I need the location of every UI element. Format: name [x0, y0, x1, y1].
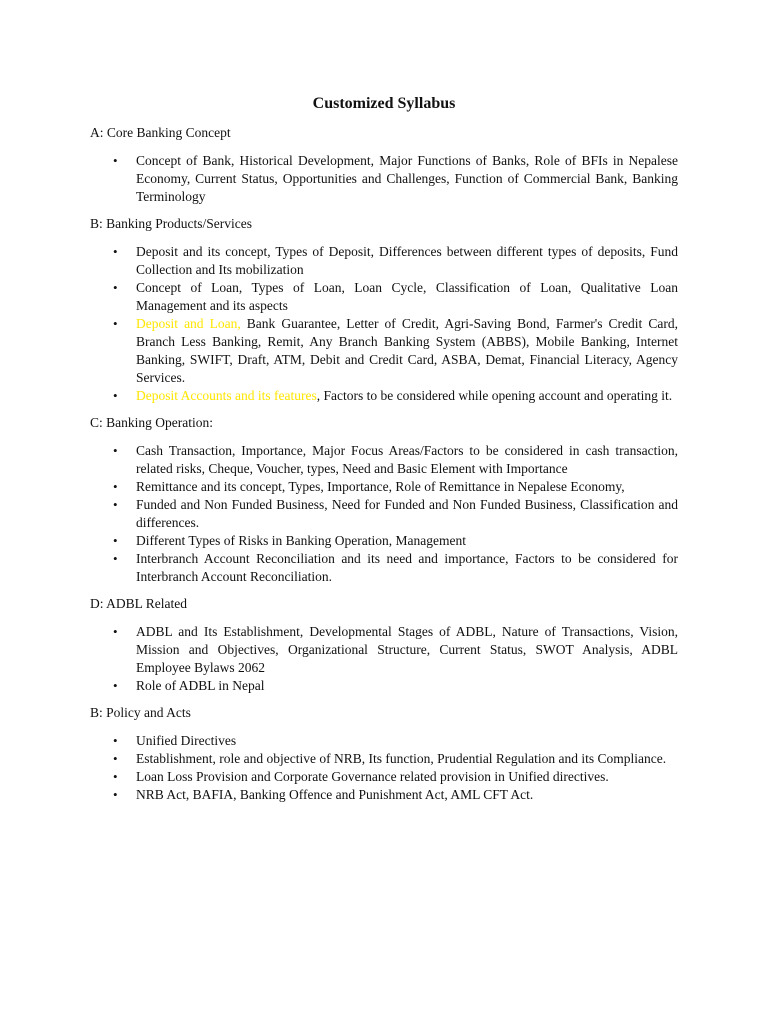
- list-item: [113, 315, 678, 387]
- bullet-icon: •: [113, 479, 118, 494]
- list-item-text: Loan Loss Provision and Corporate Governance related provision in Unified directives.: [136, 769, 609, 784]
- section-heading: B: Policy and Acts: [90, 705, 191, 720]
- list-item: [113, 623, 678, 677]
- bullet-icon: •: [113, 533, 118, 548]
- bullet-icon: •: [113, 769, 118, 784]
- bullet-icon: •: [113, 244, 118, 259]
- section-core-banking-concept: [90, 124, 678, 206]
- bullet-icon: •: [113, 787, 118, 802]
- bullet-icon: •: [113, 678, 118, 693]
- list-item: [113, 532, 678, 550]
- bullet-list: [90, 442, 678, 586]
- list-item-text: Concept of Bank, Historical Development, Major Functions of Banks, Role of BFIs in Nepalese Economy, Current Status, Opportunities and Challenges, Function of Commercial Bank, Banking Terminology: [136, 153, 678, 204]
- list-item: [113, 750, 678, 768]
- bullet-icon: •: [113, 551, 118, 566]
- list-item-text: Bank Guarantee, Letter of Credit, Agri-Saving Bond, Farmer's Credit Card, Branch Less Banking, Remit, Any Branch Banking System (ABBS), Mobile Banking, Internet Banking, SWIFT, Draft, ATM, Debit and Credit Card, ASBA, Demat, Financial Literacy, Agency Services.: [136, 316, 678, 385]
- list-item: [113, 677, 678, 695]
- section-heading: C: Banking Operation:: [90, 415, 213, 430]
- list-item-text: ADBL and Its Establishment, Developmental Stages of ADBL, Nature of Transactions, Vision, Mission and Objectives, Organizational Structure, Current Status, SWOT Analysis, ADBL Employee Bylaws 2062: [136, 624, 678, 675]
- list-item: [113, 387, 678, 405]
- list-item: [113, 279, 678, 315]
- bullet-list: [90, 623, 678, 695]
- bullet-icon: •: [113, 153, 118, 168]
- bullet-list: [90, 152, 678, 206]
- list-item: [113, 786, 678, 804]
- list-item-text: Interbranch Account Reconciliation and its need and importance, Factors to be considered for Interbranch Account Reconciliation.: [136, 551, 678, 584]
- list-item-text: Different Types of Risks in Banking Operation, Management: [136, 533, 466, 548]
- document-body: [90, 124, 678, 813]
- list-item-text: Role of ADBL in Nepal: [136, 678, 265, 693]
- document-title: Customized Syllabus: [312, 95, 456, 112]
- section-heading: D: ADBL Related: [90, 596, 187, 611]
- bullet-icon: •: [113, 388, 118, 403]
- bullet-icon: •: [113, 497, 118, 512]
- list-item: [113, 152, 678, 206]
- list-item-text: Concept of Loan, Types of Loan, Loan Cycle, Classification of Loan, Qualitative Loan Management and its aspects: [136, 280, 678, 313]
- list-item: [113, 442, 678, 478]
- list-item-text: NRB Act, BAFIA, Banking Offence and Punishment Act, AML CFT Act.: [136, 787, 534, 802]
- bullet-icon: •: [113, 624, 118, 639]
- bullet-icon: •: [113, 443, 118, 458]
- section-banking-products-services: [90, 215, 678, 405]
- list-item: [113, 496, 678, 532]
- bullet-icon: •: [113, 733, 118, 748]
- section-adbl-related: [90, 595, 678, 695]
- section-heading: A: Core Banking Concept: [90, 125, 231, 140]
- list-item-text: Funded and Non Funded Business, Need for Funded and Non Funded Business, Classification and differences.: [136, 497, 678, 530]
- list-item: [113, 243, 678, 279]
- bullet-list: [90, 732, 678, 804]
- bullet-icon: •: [113, 280, 118, 295]
- list-item-text: Cash Transaction, Importance, Major Focus Areas/Factors to be considered in cash transaction, related risks, Cheque, Voucher, types, Need and Basic Element with Importance: [136, 443, 678, 476]
- list-item-text: Establishment, role and objective of NRB, Its function, Prudential Regulation and its Compliance.: [136, 751, 667, 766]
- list-item-text: Unified Directives: [136, 733, 237, 748]
- section-heading: B: Banking Products/Services: [90, 216, 252, 231]
- list-item-text: Deposit and its concept, Types of Deposit, Differences between different types of deposits, Fund Collection and Its mobilization: [136, 244, 678, 277]
- section-banking-operation: [90, 414, 678, 586]
- list-item: [113, 478, 678, 496]
- highlighted-text: Deposit Accounts and its features: [136, 388, 317, 403]
- list-item: [113, 768, 678, 786]
- list-item-text: , Factors to be considered while opening account and operating it.: [316, 388, 673, 403]
- bullet-icon: •: [113, 751, 118, 766]
- bullet-list: [90, 243, 678, 405]
- list-item-text: Remittance and its concept, Types, Importance, Role of Remittance in Nepalese Economy,: [136, 479, 625, 494]
- list-item: [113, 732, 678, 750]
- list-item: [113, 550, 678, 586]
- highlighted-text: Deposit and Loan,: [136, 316, 241, 331]
- bullet-icon: •: [113, 316, 118, 331]
- section-policy-and-acts: [90, 704, 678, 804]
